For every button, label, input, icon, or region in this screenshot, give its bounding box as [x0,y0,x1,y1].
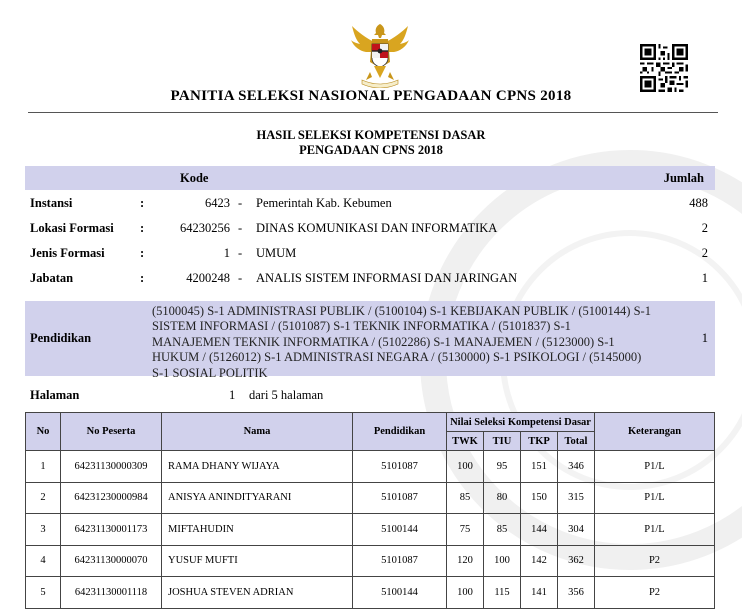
cell-total: 346 [558,451,595,483]
col-header-tiu: TIU [484,432,521,451]
pendidikan-value: (5100045) S-1 ADMINISTRASI PUBLIK / (5100104) S-1 KEBIJAKAN PUBLIK / (5100144) S-1 SISTEM INFORMASI / (5101087) S-1 TEKNIK INFORMATIKA / (5101837) S-1 MANAJEMEN TEKNIK INFORMATIKA / (5102286) S-1 MANAJEMEN / (5123000) S-1 HUKUM / (5126012) S-1 ADMINISTRASI NEGARA / (5130000) S-1 PSIKOLOGI / (5145000) S-1 SOSIAL POLITIK [152,304,651,380]
col-header-no-peserta: No Peserta [61,413,162,451]
cell-twk: 100 [447,577,484,609]
cell-nama: RAMA DHANY WIJAYA [162,451,353,483]
info-dash: - [238,221,243,235]
info-value: Pemerintah Kab. Kebumen [256,196,392,210]
cell-tiu: 115 [484,577,521,609]
cell-nama: JOSHUA STEVEN ADRIAN [162,577,353,609]
info-value: DINAS KOMUNIKASI DAN INFORMATIKA [256,221,498,235]
table-row [26,514,715,546]
cell-pendidikan: 5100144 [353,577,447,609]
cell-keterangan: P2 [595,577,715,609]
info-code: 64230256 [180,221,230,235]
cell-no-peserta: 64231130000070 [61,545,162,577]
cell-tkp: 151 [521,451,558,483]
header-divider [28,112,718,113]
info-head-jumlah: Jumlah [663,171,704,185]
info-code: 6423 [205,196,230,210]
info-count: 1 [701,271,708,285]
cell-twk: 85 [447,482,484,514]
cell-tiu: 80 [484,482,521,514]
col-header-tkp: TKP [521,432,558,451]
cell-tkp: 141 [521,577,558,609]
table-row [26,577,715,609]
info-count: 2 [701,246,708,260]
cell-keterangan: P1/L [595,482,715,514]
info-header-band [25,166,715,190]
cell-no-peserta: 64231130000309 [61,451,162,483]
qr-code-icon [640,44,688,92]
cell-no-peserta: 64231130001118 [61,577,162,609]
report-subtitle: PENGADAAN CPNS 2018 [299,143,443,157]
cell-twk: 120 [447,545,484,577]
cell-keterangan: P1/L [595,451,715,483]
col-header-pendidikan: Pendidikan [353,413,447,451]
cell-no: 4 [26,545,61,577]
cell-twk: 100 [447,451,484,483]
info-dash: - [238,246,243,260]
cell-no: 5 [26,577,61,609]
cell-nama: MIFTAHUDIN [162,514,353,546]
cell-tiu: 100 [484,545,521,577]
cell-keterangan: P2 [595,545,715,577]
cell-total: 315 [558,482,595,514]
cell-tiu: 95 [484,451,521,483]
pendidikan-label: Pendidikan [30,331,92,345]
info-dash: - [238,196,243,210]
halaman-label: Halaman [30,388,80,402]
garuda-emblem-icon [348,22,412,88]
cell-pendidikan: 5101087 [353,451,447,483]
info-label: Jabatan [30,271,74,285]
info-colon: : [140,221,145,235]
info-colon: : [140,271,145,285]
col-header-keterangan: Keterangan [595,413,715,451]
cell-total: 304 [558,514,595,546]
info-dash: - [238,271,243,285]
page-title: PANITIA SELEKSI NASIONAL PENGADAAN CPNS 2018 [170,88,572,104]
cell-total: 356 [558,577,595,609]
cell-total: 362 [558,545,595,577]
cell-tkp: 142 [521,545,558,577]
col-header-twk: TWK [447,432,484,451]
info-code: 1 [223,246,230,260]
pendidikan-count: 1 [701,331,708,345]
cell-no: 2 [26,482,61,514]
cell-nama: ANISYA ANINDITYARANI [162,482,353,514]
info-label: Lokasi Formasi [30,221,114,235]
cell-nama: YUSUF MUFTI [162,545,353,577]
info-code: 4200248 [186,271,230,285]
table-row [26,451,715,483]
cell-no-peserta: 64231130001173 [61,514,162,546]
cell-pendidikan: 5101087 [353,482,447,514]
info-label: Instansi [30,196,73,210]
col-header-nama: Nama [162,413,353,451]
cell-no: 3 [26,514,61,546]
col-header-no: No [26,413,61,451]
cell-pendidikan: 5101087 [353,545,447,577]
report-title: HASIL SELEKSI KOMPETENSI DASAR [256,128,486,142]
info-head-kode: Kode [180,171,209,185]
cell-tkp: 150 [521,482,558,514]
cell-no-peserta: 64231230000984 [61,482,162,514]
info-count: 488 [689,196,708,210]
info-colon: : [140,246,145,260]
cell-tkp: 144 [521,514,558,546]
info-label: Jenis Formasi [30,246,105,260]
cell-tiu: 85 [484,514,521,546]
halaman-current: 1 [229,388,236,402]
info-colon: : [140,196,145,210]
cell-twk: 75 [447,514,484,546]
col-header-total: Total [558,432,595,451]
table-row [26,545,715,577]
info-value: UMUM [256,246,297,260]
col-header-group: Nilai Seleksi Kompetensi Dasar [447,413,595,432]
cell-keterangan: P1/L [595,514,715,546]
cell-no: 1 [26,451,61,483]
cell-pendidikan: 5100144 [353,514,447,546]
table-row [26,482,715,514]
results-table [25,412,715,609]
info-value: ANALIS SISTEM INFORMASI DAN JARINGAN [256,271,518,285]
halaman-total: dari 5 halaman [249,388,324,402]
info-count: 2 [701,221,708,235]
